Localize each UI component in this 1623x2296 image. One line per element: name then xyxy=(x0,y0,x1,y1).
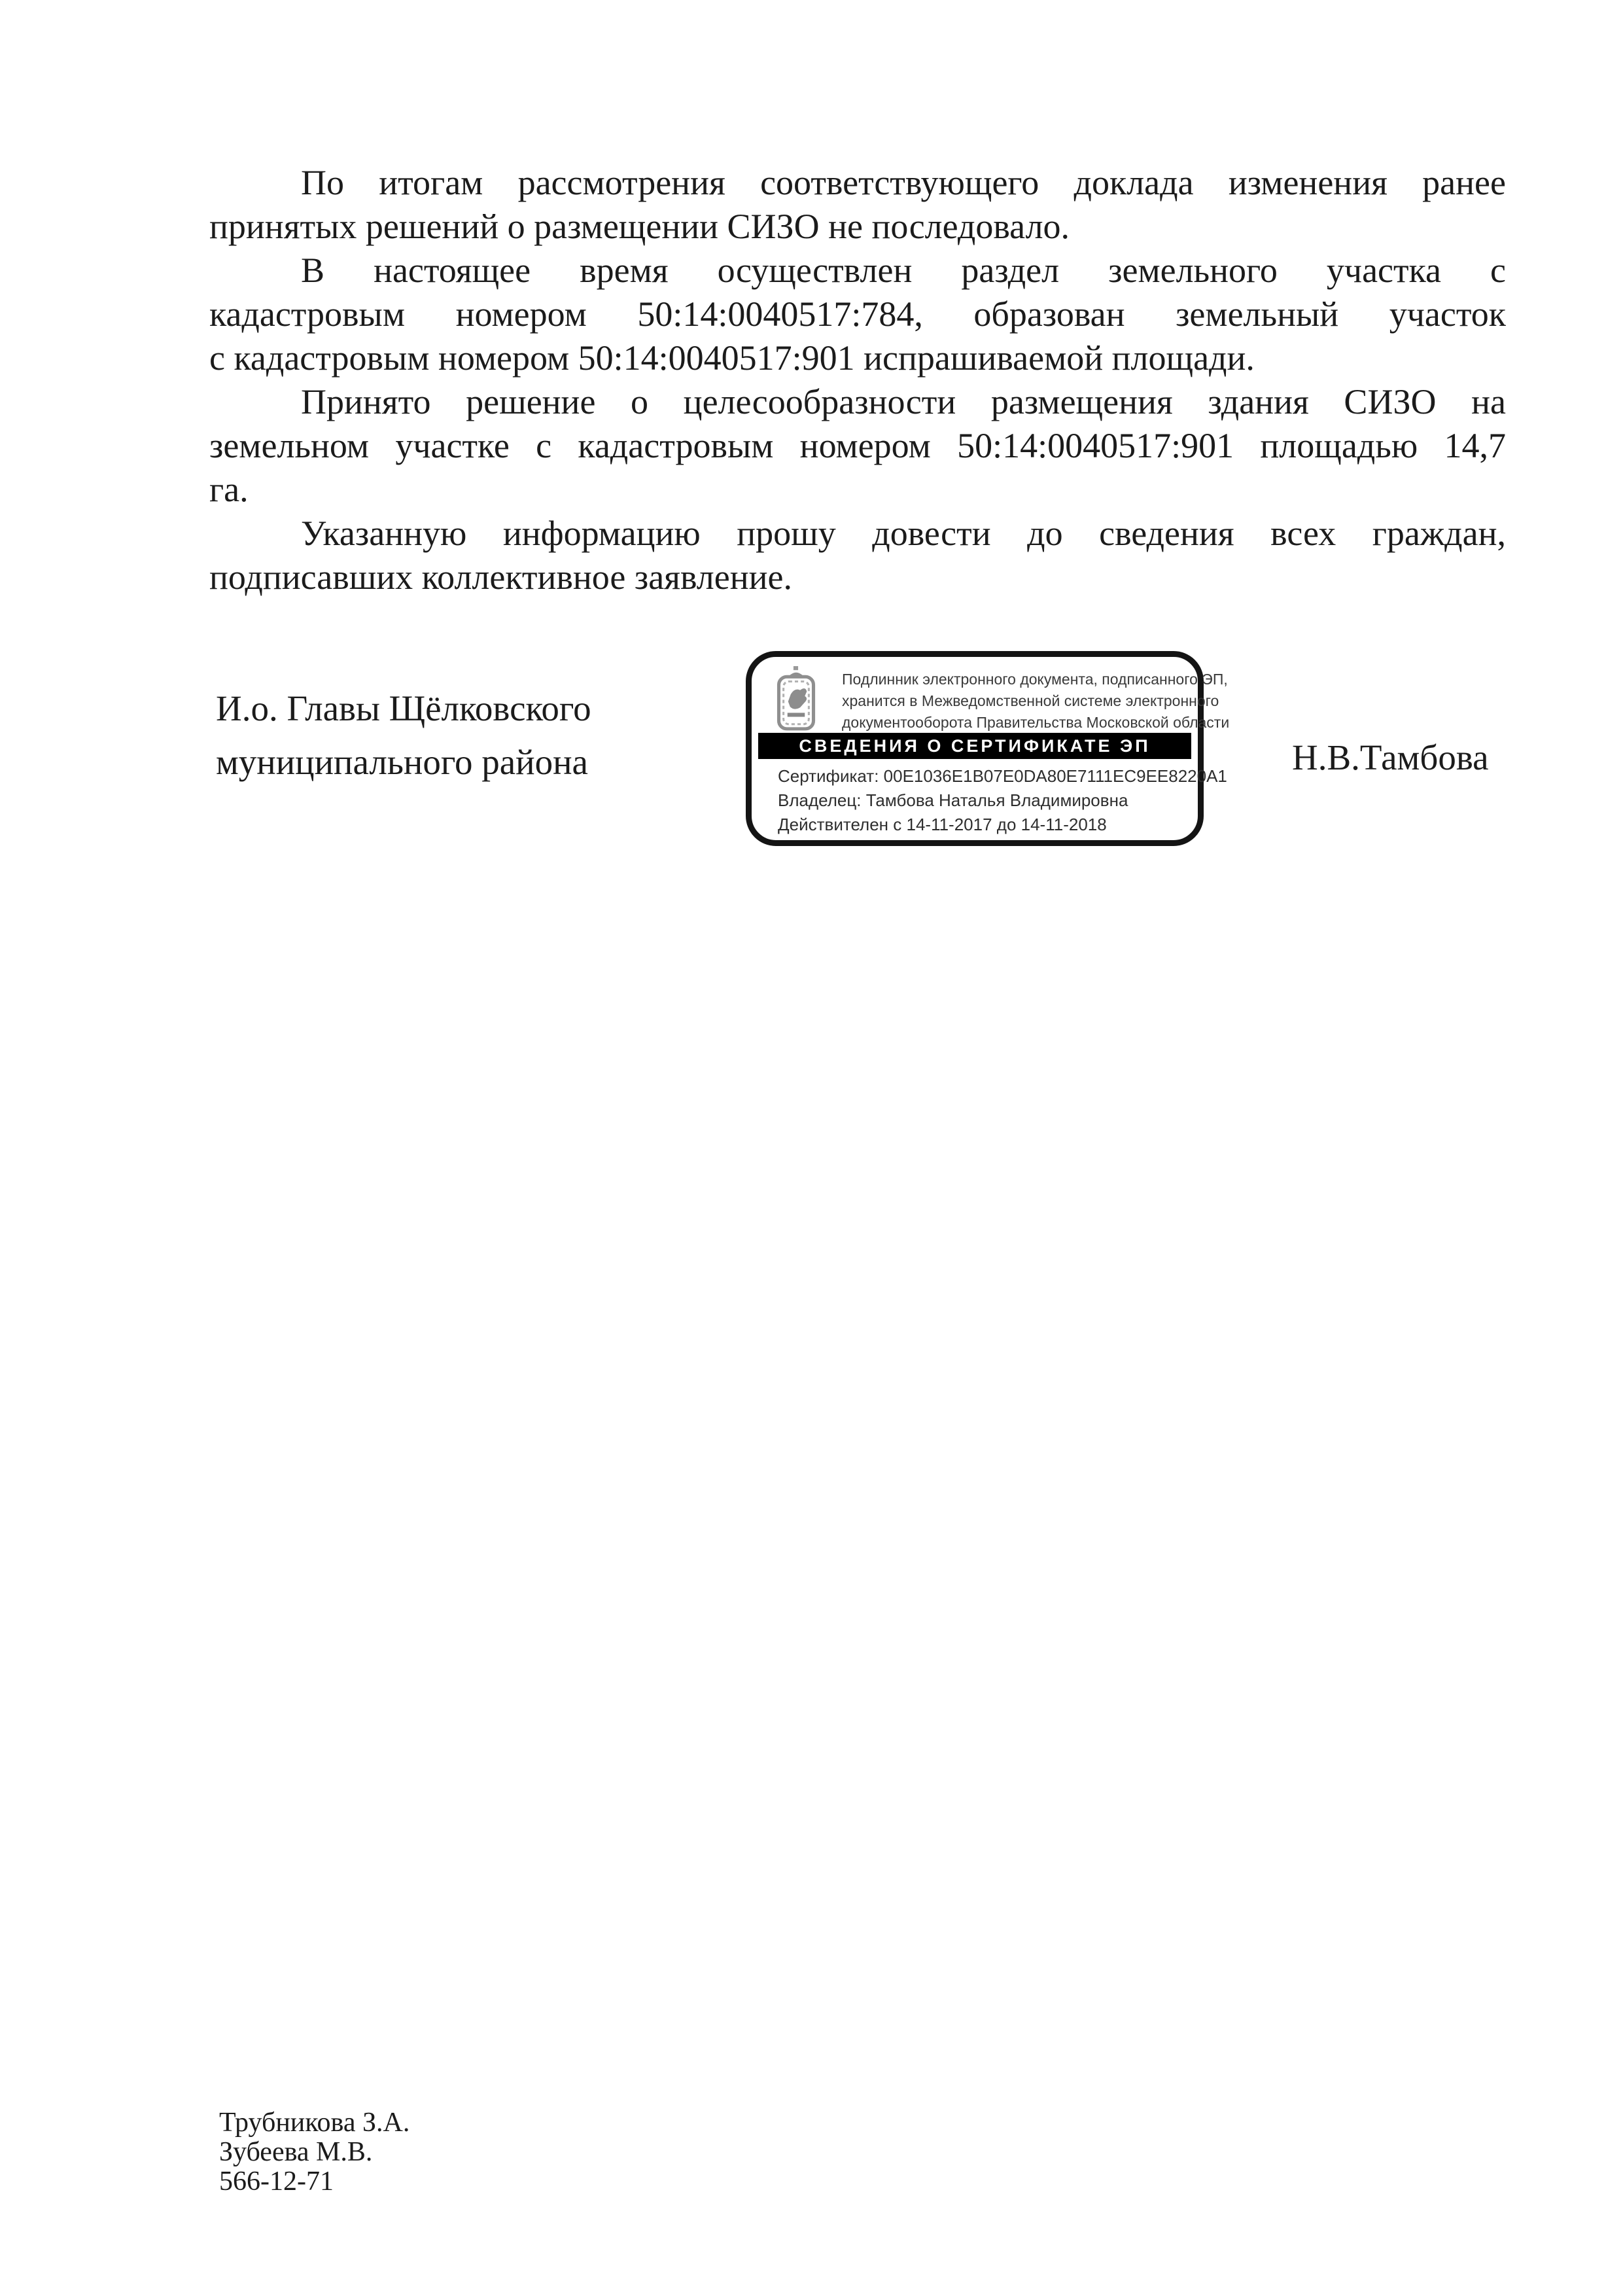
footer-executor: Трубникова З.А. xyxy=(219,2108,410,2138)
stamp-intro-line: документооборота Правительства Московской области xyxy=(842,714,1230,731)
certificate-validity: Действителен с 14-11-2017 до 14-11-2018 xyxy=(778,815,1107,834)
signature-position-line: И.о. Главы Щёлковского xyxy=(216,688,591,728)
body-line: По итогам рассмотрения соответствующего доклада изменения ранее xyxy=(301,163,1506,202)
body-text xyxy=(209,161,1506,599)
moscow-oblast-coat-of-arms-icon xyxy=(774,665,818,733)
stamp-intro xyxy=(842,669,1230,733)
body-line: га. xyxy=(209,470,249,509)
body-line: Указанную информацию прошу довести до сведения всех граждан, xyxy=(301,514,1506,553)
footer-executor: Зубеева М.В. xyxy=(219,2137,373,2167)
body-line: принятых решений о размещении СИЗО не последовало. xyxy=(209,207,1070,246)
body-line: кадастровым номером 50:14:0040517:784, образован земельный участок xyxy=(209,294,1506,334)
certificate-owner: Владелец: Тамбова Наталья Владимировна xyxy=(778,790,1128,810)
certificate-number: Сертификат: 00E1036E1B07E0DA80E7111EC9EE8220A1 xyxy=(778,766,1227,786)
signature-position xyxy=(216,682,591,789)
body-line: подписавших коллективное заявление. xyxy=(209,557,792,597)
stamp-intro-line: хранится в Межведомственной системе электронного xyxy=(842,692,1219,709)
signature-name: Н.В.Тамбова xyxy=(1292,737,1489,777)
body-line: земельном участке с кадастровым номером 50:14:0040517:901 площадью 14,7 xyxy=(209,426,1506,465)
esign-stamp xyxy=(746,651,1230,846)
body-line: В настоящее время осуществлен раздел земельного участка с xyxy=(301,251,1506,290)
stamp-intro-line: Подлинник электронного документа, подписанного ЭП, xyxy=(842,671,1228,688)
footer xyxy=(219,2108,410,2197)
footer-phone: 566-12-71 xyxy=(219,2166,334,2197)
certificate-details xyxy=(778,764,1227,837)
body-line: Принято решение о целесообразности размещения здания СИЗО на xyxy=(301,382,1506,421)
body-line: с кадастровым номером 50:14:0040517:901 испрашиваемой площади. xyxy=(209,338,1255,378)
certificate-banner: СВЕДЕНИЯ О СЕРТИФИКАТЕ ЭП xyxy=(758,733,1191,759)
signature-position-line: муниципального района xyxy=(216,742,588,782)
